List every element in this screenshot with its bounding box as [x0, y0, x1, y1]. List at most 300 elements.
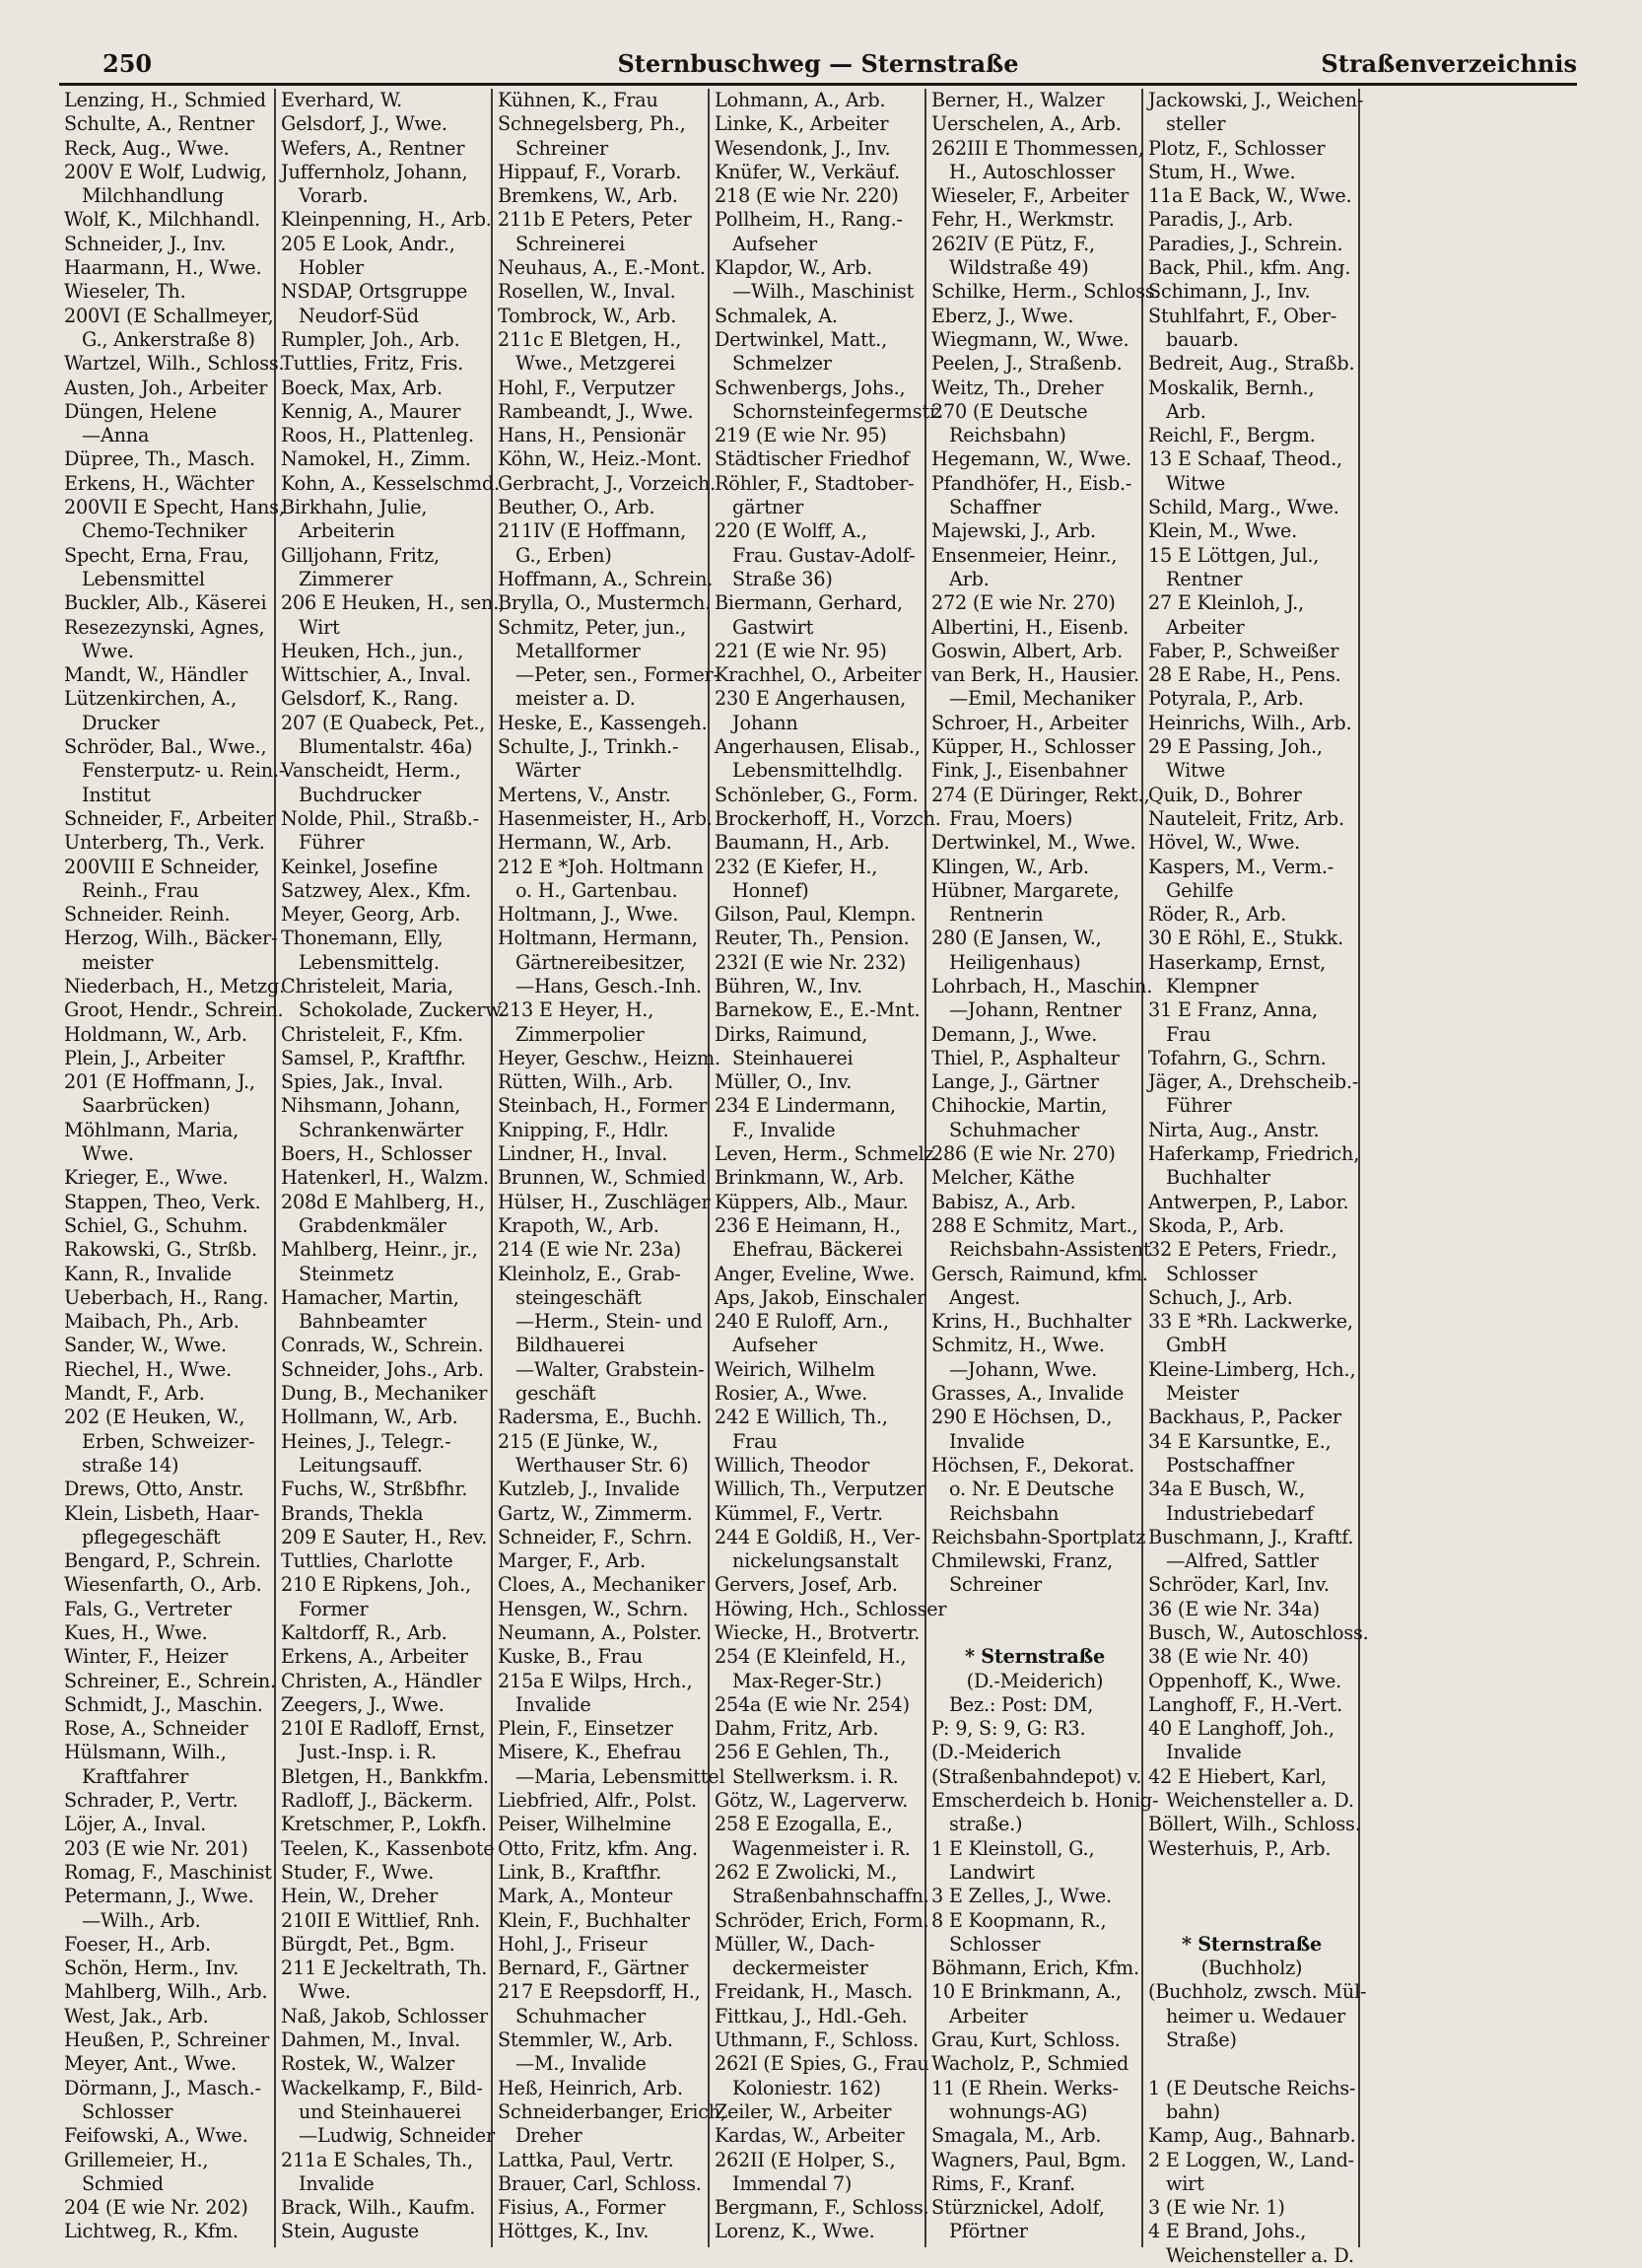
directory-entry-line: Winter, F., Heizer: [64, 1645, 229, 1669]
directory-entry-line: Gelsdorf, J., Wwe.: [281, 112, 447, 136]
directory-entry-line: Schimann, J., Inv.: [1148, 280, 1311, 304]
directory-entry-line: Schneider, F., Arbeiter: [64, 806, 276, 830]
directory-entry-line: Fensterputz- u. Rein.-: [82, 759, 286, 783]
directory-entry-line: 211IV (E Hoffmann,: [498, 519, 687, 543]
directory-entry-line: Reuter, Th., Pension.: [715, 927, 910, 950]
directory-entry-line: Höwing, Hch., Schlosser: [715, 1597, 947, 1620]
directory-entry-line: F., Invalide: [732, 1118, 836, 1141]
directory-entry-line: 232 (E Kiefer, H.,: [715, 855, 878, 878]
directory-entry-line: 288 E Schmitz, Mart.,: [931, 1213, 1138, 1237]
directory-entry-line: Krapoth, W., Arb.: [498, 1213, 659, 1237]
directory-entry-line: Hülsmann, Wilh.,: [64, 1741, 227, 1764]
directory-entry-line: Christeleit, F., Kfm.: [281, 1022, 463, 1046]
directory-entry-line: —Peter, sen., Former-: [515, 663, 719, 687]
directory-entry-line: Berner, H., Walzer: [931, 89, 1105, 111]
directory-entry-line: 36 (E wie Nr. 34a): [1148, 1597, 1320, 1620]
directory-entry-line: Schulte, J., Trinkh.-: [498, 735, 679, 759]
directory-entry-line: Bengard, P., Schrein.: [64, 1549, 261, 1573]
directory-entry-line: Lindner, H., Inval.: [498, 1142, 668, 1166]
directory-entry-line: Fehr, H., Werkmstr.: [931, 208, 1115, 232]
directory-entry-line: Hasenmeister, H., Arb.: [498, 806, 713, 830]
directory-entry-line: Schönleber, G., Form.: [715, 783, 919, 806]
directory-entry-line: Krachhel, O., Arbeiter: [715, 663, 922, 687]
directory-entry-line: Hövel, W., Wwe.: [1148, 831, 1301, 855]
directory-entry-line: meister: [82, 950, 154, 974]
directory-entry-line: 280 (E Jansen, W.,: [931, 927, 1102, 950]
directory-entry-line: Institut: [82, 783, 151, 806]
directory-entry-line: Dertwinkel, Matt.,: [715, 327, 887, 351]
directory-entry-line: Boeck, Max, Arb.: [281, 376, 443, 399]
directory-entry-line: Back, Phil., kfm. Ang.: [1148, 256, 1351, 280]
directory-entry-line: Schneider, F., Schrn.: [498, 1525, 693, 1548]
directory-entry-line: Kardas, W., Arbeiter: [715, 2124, 905, 2148]
directory-entry-line: 205 E Look, Andr.,: [281, 232, 455, 255]
directory-entry-line: Lichtweg, R., Kfm.: [64, 2220, 239, 2243]
directory-entry-line: Stappen, Theo, Verk.: [64, 1190, 261, 1213]
directory-entry-line: (D.-Meiderich): [966, 1669, 1104, 1692]
directory-entry-line: —M., Invalide: [515, 2052, 647, 2076]
directory-entry-line: Stein, Auguste: [281, 2220, 419, 2243]
directory-entry-line: Schmalek, A.: [715, 304, 838, 327]
directory-entry-line: 256 E Gehlen, Th.,: [715, 1741, 890, 1764]
directory-entry-line: Witwe: [1166, 759, 1226, 783]
directory-entry-line: Steinbach, H., Former: [498, 1094, 708, 1118]
directory-entry-line: Lohrbach, H., Maschin.: [931, 974, 1153, 997]
directory-entry-line: Herzog, Wilh., Bäcker-: [64, 927, 278, 950]
directory-entry-line: Ensenmeier, Heinr.,: [931, 543, 1118, 567]
directory-entry-line: 202 (E Heuken, W.,: [64, 1406, 245, 1429]
directory-entry-line: Beuther, O., Arb.: [498, 496, 655, 519]
directory-entry-line: 219 (E wie Nr. 95): [715, 424, 887, 447]
directory-entry-line: van Berk, H., Hausier.: [931, 663, 1139, 687]
directory-entry-line: Holdmann, W., Arb.: [64, 1022, 247, 1046]
directory-entry-line: 3 (E wie Nr. 1): [1148, 2196, 1285, 2220]
directory-entry-line: Hohl, J., Friseur: [498, 1932, 648, 1956]
directory-entry-line: Wildstraße 49): [949, 256, 1089, 280]
directory-entry-line: 211c E Bletgen, H.,: [498, 327, 682, 351]
directory-entry-line: Albertini, H., Eisenb.: [931, 615, 1129, 639]
directory-entry-line: 27 E Kleinloh, J.,: [1148, 591, 1304, 615]
directory-entry-line: Stürznickel, Adolf,: [931, 2196, 1105, 2220]
column-2: [276, 89, 506, 2247]
directory-entry-line: 2 E Loggen, W., Land-: [1148, 2148, 1354, 2171]
directory-entry-line: (Straßenbahndepot) v.: [931, 1764, 1142, 1788]
directory-entry-line: Aufseher: [732, 1334, 817, 1357]
directory-entry-line: Hans, H., Pensionär: [498, 424, 686, 447]
directory-entry-line: Kühnen, K., Frau: [498, 89, 658, 111]
directory-entry-line: 201 (E Hoffmann, J.,: [64, 1070, 255, 1094]
directory-columns: [59, 89, 1577, 2267]
directory-entry-line: Rütten, Wilh., Arb.: [498, 1070, 674, 1094]
directory-entry-line: Schornsteinfegermstr.: [732, 399, 942, 423]
directory-entry-line: Johann: [732, 711, 798, 734]
directory-entry-line: o. Nr. E Deutsche: [949, 1478, 1115, 1501]
directory-entry-line: Hensgen, W., Schrn.: [498, 1597, 689, 1620]
directory-entry-line: Bildhauerei: [515, 1334, 625, 1357]
directory-entry-line: Rostek, W., Walzer: [281, 2052, 455, 2076]
directory-entry-line: Lützenkirchen, A.,: [64, 687, 238, 711]
directory-entry-line: (Buchholz, zwsch. Mül-: [1148, 1980, 1367, 2004]
directory-entry-line: Führer: [299, 831, 365, 855]
directory-entry-line: 258 E Ezogalla, E.,: [715, 1813, 893, 1836]
directory-entry-line: Eberz, J., Wwe.: [931, 304, 1074, 327]
directory-entry-line: Uthmann, F., Schloss.: [715, 2028, 919, 2052]
directory-entry-line: Schlosser: [82, 2099, 173, 2123]
directory-entry-line: Aps, Jakob, Einschaler: [715, 1285, 926, 1309]
directory-entry-line: 33 E *Rh. Lackwerke,: [1148, 1310, 1353, 1334]
directory-entry-line: wirt: [1166, 2171, 1204, 2195]
directory-entry-line: NSDAP, Ortsgruppe: [281, 280, 468, 304]
directory-entry-line: Lenzing, H., Schmied: [64, 89, 266, 111]
directory-entry-line: 236 E Heimann, H.,: [715, 1213, 901, 1237]
directory-entry-line: Neumann, A., Polster.: [498, 1621, 702, 1644]
directory-entry-line: Marger, F., Arb.: [498, 1549, 646, 1573]
directory-entry-line: Emscherdeich b. Honig-: [931, 1789, 1159, 1813]
directory-entry-line: Lorenz, K., Wwe.: [715, 2220, 875, 2243]
directory-entry-line: —Anna: [82, 424, 150, 447]
directory-entry-line: Nolde, Phil., Straßb.-: [281, 806, 479, 830]
directory-entry-line: Hübner, Margarete,: [931, 878, 1120, 902]
directory-entry-line: Neuhaus, A., E.-Mont.: [498, 256, 706, 280]
directory-entry-line: Specht, Erna, Frau,: [64, 543, 249, 567]
directory-entry-line: Paradies, J., Schrein.: [1148, 232, 1343, 255]
directory-entry-line: Oppenhoff, K., Wwe.: [1148, 1669, 1342, 1692]
directory-entry-line: Hollmann, W., Arb.: [281, 1406, 458, 1429]
directory-entry-line: Städtischer Friedhof: [715, 447, 910, 471]
directory-entry-line: Kues, H., Wwe.: [64, 1621, 208, 1644]
directory-entry-line: Biermann, Gerhard,: [715, 591, 903, 615]
directory-entry-line: Klapdor, W., Arb.: [715, 256, 872, 280]
directory-entry-line: 262 E Zwolicki, M.,: [715, 1860, 898, 1884]
directory-entry-line: [1148, 1909, 1355, 1933]
directory-entry-line: Stellwerksm. i. R.: [732, 1764, 899, 1788]
directory-entry-line: Brockerhoff, H., Vorzch.: [715, 806, 941, 830]
directory-entry-line: Reinh., Frau: [82, 878, 199, 902]
directory-entry-line: Frau: [1166, 1022, 1211, 1046]
directory-entry-line: 254a (E wie Nr. 254): [715, 1692, 910, 1716]
directory-entry-line: Schokolade, Zuckerw.: [299, 998, 506, 1022]
page-title: Sternbuschweg — Sternstraße: [617, 49, 1019, 78]
directory-entry-line: Wiegmann, W., Wwe.: [931, 327, 1129, 351]
directory-entry-line: Schilke, Herm., Schloss.: [931, 280, 1161, 304]
directory-entry-line: Heuken, Hch., jun.,: [281, 639, 464, 662]
directory-entry-line: Nirta, Aug., Anstr.: [1148, 1118, 1320, 1141]
directory-entry-line: Schneider, J., Inv.: [64, 232, 227, 255]
directory-entry-line: Erkens, A., Arbeiter: [281, 1645, 468, 1669]
directory-entry-line: Hippauf, F., Vorarb.: [498, 160, 682, 183]
directory-entry-line: 262I (E Spies, G., Frau: [715, 2052, 929, 2076]
directory-entry-line: Müller, W., Dach-: [715, 1932, 875, 1956]
directory-entry-line: Spies, Jak., Inval.: [281, 1070, 444, 1094]
directory-entry-line: pflegegeschäft: [82, 1525, 221, 1548]
directory-entry-line: Schmidt, J., Maschin.: [64, 1692, 263, 1716]
directory-entry-line: Angerhausen, Elisab.,: [715, 735, 921, 759]
directory-entry-line: Westerhuis, P., Arb.: [1148, 1836, 1332, 1860]
directory-entry-line: 1 (E Deutsche Reichs-: [1148, 2076, 1356, 2099]
directory-entry-line: Schreinerei: [515, 232, 626, 255]
directory-entry-line: Stemmler, W., Arb.: [498, 2028, 673, 2052]
directory-entry-line: Gersch, Raimund, kfm.: [931, 1262, 1148, 1285]
directory-entry-line: (D.-Meiderich: [931, 1741, 1061, 1764]
directory-entry-line: Kaltdorff, R., Arb.: [281, 1621, 447, 1644]
directory-entry-line: Fals, G., Vertreter: [64, 1597, 232, 1620]
directory-entry-line: Weirich, Wilhelm: [715, 1357, 875, 1381]
directory-entry-line: Pollheim, H., Rang.-: [715, 208, 903, 232]
directory-entry-line: 215a E Wilps, Hrch.,: [498, 1669, 693, 1692]
directory-entry-line: bauarb.: [1166, 327, 1239, 351]
directory-entry-line: P: 9, S: 9, G: R3.: [931, 1717, 1086, 1741]
directory-entry-line: Lohmann, A., Arb.: [715, 89, 886, 111]
directory-entry-line: steingeschäft: [515, 1285, 642, 1309]
directory-entry-line: Zimmerer: [299, 567, 393, 590]
directory-entry-line: Kann, R., Invalide: [64, 1262, 232, 1285]
directory-entry-line: Brylla, O., Mustermch.: [498, 591, 712, 615]
directory-entry-line: 211b E Peters, Peter: [498, 208, 692, 232]
directory-entry-line: Austen, Joh., Arbeiter: [64, 376, 268, 399]
directory-entry-line: 200VI (E Schallmeyer,: [64, 304, 274, 327]
directory-entry-line: Bez.: Post: DM,: [949, 1692, 1094, 1716]
directory-entry-line: Kohn, A., Kesselschmd.: [281, 471, 500, 495]
directory-entry-line: Hülser, H., Zuschläger: [498, 1190, 711, 1213]
directory-entry-line: Satzwey, Alex., Kfm.: [281, 878, 471, 902]
directory-entry-line: 30 E Röhl, E., Stukk.: [1148, 927, 1343, 950]
directory-entry-line: Busch, W., Autoschloss.: [1148, 1621, 1369, 1644]
directory-entry-line: wohnungs-AG): [949, 2099, 1088, 2123]
directory-entry-line: 221 (E wie Nr. 95): [715, 639, 887, 662]
directory-entry-line: Zeegers, J., Wwe.: [281, 1692, 445, 1716]
directory-entry-line: Werthauser Str. 6): [515, 1453, 689, 1477]
directory-entry-line: Romag, F., Maschinist: [64, 1860, 272, 1884]
directory-entry-line: Kamp, Aug., Bahnarb.: [1148, 2124, 1356, 2148]
directory-entry-line: 38 (E wie Nr. 40): [1148, 1645, 1309, 1669]
directory-entry-line: Reichsbahn-Assistent: [949, 1238, 1151, 1262]
directory-entry-line: Fisius, A., Former: [498, 2196, 666, 2220]
directory-entry-line: Conrads, W., Schrein.: [281, 1334, 484, 1357]
directory-entry-line: West, Jak., Arb.: [64, 2004, 209, 2027]
directory-entry-line: Hermann, W., Arb.: [498, 831, 672, 855]
directory-entry-line: G., Ankerstraße 8): [82, 327, 255, 351]
directory-entry-line: 8 E Koopmann, R.,: [931, 1908, 1107, 1932]
directory-entry-line: 10 E Brinkmann, A.,: [931, 1980, 1122, 2004]
directory-entry-line: Kutzleb, J., Invalide: [498, 1478, 680, 1501]
directory-entry-line: Schreiner, E., Schrein.: [64, 1669, 276, 1692]
directory-entry-line: Metallformer: [515, 639, 641, 662]
directory-entry-line: Feifowski, A., Wwe.: [64, 2124, 248, 2148]
directory-entry-line: Samsel, P., Kraftfhr.: [281, 1046, 466, 1069]
directory-entry-line: H., Autoschlosser: [949, 160, 1115, 183]
directory-entry-line: nickelungsanstalt: [732, 1549, 899, 1573]
directory-entry-line: Dirks, Raimund,: [715, 1022, 868, 1046]
directory-entry-line: Pförtner: [949, 2220, 1028, 2243]
directory-entry-line: Schmelzer: [732, 352, 832, 376]
directory-entry-line: Riechel, H., Wwe.: [64, 1357, 232, 1381]
directory-entry-line: Meister: [1166, 1382, 1239, 1406]
directory-entry-line: Arbeiter: [1166, 615, 1245, 639]
directory-entry-line: Petermann, J., Wwe.: [64, 1885, 254, 1908]
directory-entry-line: Liebfried, Alfr., Polst.: [498, 1789, 697, 1813]
directory-entry-line: Wiesenfarth, O., Arb.: [64, 1573, 262, 1597]
directory-entry-line: Drews, Otto, Anstr.: [64, 1478, 244, 1501]
directory-entry-line: Weitz, Th., Dreher: [931, 376, 1104, 399]
directory-entry-line: Pfandhöfer, H., Eisb.-: [931, 471, 1132, 495]
directory-entry-line: Wefers, A., Rentner: [281, 136, 465, 160]
directory-entry-line: Schroer, H., Arbeiter: [931, 711, 1129, 734]
directory-entry-line: Groot, Hendr., Schrein.: [64, 998, 284, 1022]
directory-entry-line: Heinrichs, Wilh., Arb.: [1148, 711, 1352, 734]
directory-entry-line: Mahlberg, Heinr., jr.,: [281, 1238, 478, 1262]
directory-entry-line: Anger, Eveline, Wwe.: [715, 1262, 916, 1285]
directory-entry-line: Tuttlies, Charlotte: [281, 1549, 453, 1573]
directory-entry-line: Straße 36): [732, 567, 833, 590]
directory-entry-line: Müller, O., Inv.: [715, 1070, 853, 1094]
directory-entry-line: Bletgen, H., Bankkfm.: [281, 1764, 489, 1788]
directory-entry-line: Wagners, Paul, Bgm.: [931, 2148, 1127, 2171]
directory-entry-line: Schuhmacher: [949, 1118, 1080, 1141]
directory-entry-line: Frau: [732, 1429, 778, 1453]
directory-entry-line: Link, B., Kraftfhr.: [498, 1860, 662, 1884]
directory-entry-line: Juffernholz, Johann,: [281, 160, 468, 183]
directory-entry-line: Kretschmer, P., Lokfh.: [281, 1813, 487, 1836]
directory-entry-line: straße.): [949, 1813, 1023, 1836]
directory-entry-line: Straßenbahnschaffn.: [732, 1885, 929, 1908]
directory-entry-line: Fittkau, J., Hdl.-Geh.: [715, 2004, 908, 2027]
column-4: [710, 89, 947, 2247]
directory-entry-line: 203 (E wie Nr. 201): [64, 1836, 248, 1860]
directory-entry-line: Schrankenwärter: [299, 1118, 463, 1141]
directory-entry-line: Erben, Schweizer-: [82, 1429, 255, 1453]
directory-entry-line: Otto, Fritz, kfm. Ang.: [498, 1836, 698, 1860]
directory-entry-line: —Walter, Grabstein-: [515, 1357, 705, 1381]
directory-entry-line: 32 E Peters, Friedr.,: [1148, 1238, 1337, 1262]
directory-entry-line: 215 (E Jünke, W.,: [498, 1429, 659, 1453]
directory-entry-line: Brunnen, W., Schmied: [498, 1166, 707, 1190]
directory-entry-line: Kleinholz, E., Grab-: [498, 1262, 681, 1285]
directory-entry-line: 214 (E wie Nr. 23a): [498, 1238, 681, 1262]
directory-entry-line: Krins, H., Buchhalter: [931, 1310, 1131, 1334]
directory-entry-line: Schuhmacher: [515, 2004, 647, 2027]
directory-entry-line: Lebensmittelhdlg.: [732, 759, 903, 783]
directory-entry-line: Quik, D., Bohrer: [1148, 783, 1302, 806]
directory-entry-line: Höttges, K., Inv.: [498, 2220, 650, 2243]
directory-entry-line: Plein, J., Arbeiter: [64, 1046, 225, 1069]
street-heading: * Sternstraße: [1181, 1932, 1323, 1956]
directory-entry-line: Blumentalstr. 46a): [299, 735, 473, 759]
directory-entry-line: Nihsmann, Johann,: [281, 1094, 461, 1118]
directory-entry-line: 11a E Back, W., Wwe.: [1148, 184, 1352, 208]
column-5: [926, 89, 1161, 2247]
directory-entry-line: Lattka, Paul, Vertr.: [498, 2148, 674, 2171]
directory-entry-line: 200VIII E Schneider,: [64, 855, 260, 878]
directory-entry-line: Radloff, J., Bäckerm.: [281, 1789, 474, 1813]
directory-entry-line: 4 E Brand, Johs.,: [1148, 2220, 1307, 2243]
directory-entry-line: Schlosser: [1166, 1262, 1258, 1285]
directory-entry-line: Schiel, G., Schuhm.: [64, 1213, 248, 1237]
directory-entry-line: Christen, A., Händler: [281, 1669, 482, 1692]
directory-entry-line: Zimmerpolier: [515, 1022, 645, 1046]
directory-entry-line: Aufseher: [732, 232, 817, 255]
directory-entry-line: Knipping, F., Hdlr.: [498, 1118, 669, 1141]
directory-entry-line: Goswin, Albert, Arb.: [931, 639, 1123, 662]
directory-entry-line: Willich, Theodor: [715, 1453, 870, 1477]
directory-entry-line: Boers, H., Schlosser: [281, 1142, 472, 1166]
directory-entry-line: Knüfer, W., Verkäuf.: [715, 160, 900, 183]
directory-entry-line: Chmilewski, Franz,: [931, 1549, 1113, 1573]
directory-entry-line: Wieseler, F., Arbeiter: [931, 184, 1129, 208]
directory-entry-line: Arb.: [1166, 399, 1206, 423]
page-header: [59, 43, 1577, 86]
directory-entry-line: 11 (E Rhein. Werks-: [931, 2076, 1119, 2099]
directory-entry-line: Wartzel, Wilh., Schloss.: [64, 352, 285, 376]
directory-entry-line: Röder, R., Arb.: [1148, 903, 1287, 927]
directory-entry-line: Weichensteller a. D.: [1166, 1789, 1354, 1813]
directory-entry-line: 211 E Jeckeltrath, Th.: [281, 1957, 488, 1980]
directory-entry-line: Baumann, H., Arb.: [715, 831, 890, 855]
directory-entry-line: Bahnbeamter: [299, 1310, 427, 1334]
directory-entry-line: Schulte, A., Rentner: [64, 112, 254, 136]
directory-entry-line: Kleine-Limberg, Hch.,: [1148, 1357, 1356, 1381]
directory-entry-line: —Wilh., Arb.: [82, 1908, 201, 1932]
directory-entry-line: Jackowski, J., Weichen-: [1148, 89, 1364, 111]
directory-entry-line: 240 E Ruloff, Arn.,: [715, 1310, 889, 1334]
directory-entry-line: 213 E Heyer, H.,: [498, 998, 654, 1022]
directory-entry-line: Höchsen, F., Dekorat.: [931, 1453, 1134, 1477]
directory-entry-line: Immendal 7): [732, 2171, 853, 2195]
directory-entry-line: Namokel, H., Zimm.: [281, 447, 471, 471]
directory-entry-line: Landwirt: [949, 1860, 1035, 1884]
directory-entry-line: 200V E Wolf, Ludwig,: [64, 160, 267, 183]
directory-entry-line: Klempner: [1166, 974, 1259, 997]
directory-entry-line: Plein, F., Einsetzer: [498, 1717, 673, 1741]
directory-entry-line: Stuhlfahrt, F., Ober-: [1148, 304, 1337, 327]
directory-entry-line: Nauteleit, Fritz, Arb.: [1148, 806, 1344, 830]
directory-entry-line: Düngen, Helene: [64, 399, 217, 423]
directory-entry-line: Mertens, V., Anstr.: [498, 783, 671, 806]
directory-entry-line: Grillemeier, H.,: [64, 2148, 209, 2171]
directory-entry-line: Rentner: [1166, 567, 1243, 590]
directory-entry-line: Schreiner: [949, 1573, 1042, 1597]
directory-entry-line: Küppers, Alb., Maur.: [715, 1190, 909, 1213]
directory-entry-line: o. H., Gartenbau.: [515, 878, 678, 902]
directory-entry-line: Schmitz, Peter, jun.,: [498, 615, 686, 639]
directory-entry-line: 242 E Willich, Th.,: [715, 1406, 888, 1429]
column-6: [1143, 89, 1369, 2267]
directory-entry-line: und Steinhauerei: [299, 2099, 461, 2123]
directory-entry-line: Mark, A., Monteur: [498, 1885, 672, 1908]
directory-entry-line: Grau, Kurt, Schloss.: [931, 2028, 1121, 2052]
directory-entry-line: Löjer, A., Inval.: [64, 1813, 207, 1836]
directory-entry-line: 40 E Langhoff, Joh.,: [1148, 1717, 1334, 1741]
directory-entry-line: Klingen, W., Arb.: [931, 855, 1089, 878]
directory-entry-line: Haarmann, H., Wwe.: [64, 256, 262, 280]
directory-entry-line: Steinhauerei: [732, 1046, 854, 1069]
directory-entry-line: Schön, Herm., Inv.: [64, 1957, 239, 1980]
directory-entry-line: Dahmen, M., Inval.: [281, 2028, 461, 2052]
directory-entry-line: Willich, Th., Verputzer: [715, 1478, 925, 1501]
directory-entry-line: Schröder, Bal., Wwe.,: [64, 735, 267, 759]
directory-entry-line: Heß, Heinrich, Arb.: [498, 2076, 683, 2099]
directory-entry-line: Gilljohann, Fritz,: [281, 543, 440, 567]
directory-entry-line: 212 E *Joh. Holtmann: [498, 855, 704, 878]
directory-entry-line: Heines, J., Telegr.-: [281, 1429, 451, 1453]
directory-entry-line: Frau. Gustav-Adolf-: [732, 543, 916, 567]
directory-entry-line: Dreher: [515, 2124, 582, 2148]
directory-entry-line: Linke, K., Arbeiter: [715, 112, 889, 136]
directory-entry-line: 28 E Rabe, H., Pens.: [1148, 663, 1341, 687]
directory-entry-line: Gehilfe: [1166, 878, 1234, 902]
directory-entry-line: Gerbracht, J., Vorzeich.: [498, 471, 717, 495]
directory-entry-line: Rentnerin: [949, 903, 1044, 927]
directory-entry-line: 244 E Goldiß, H., Ver-: [715, 1525, 922, 1548]
